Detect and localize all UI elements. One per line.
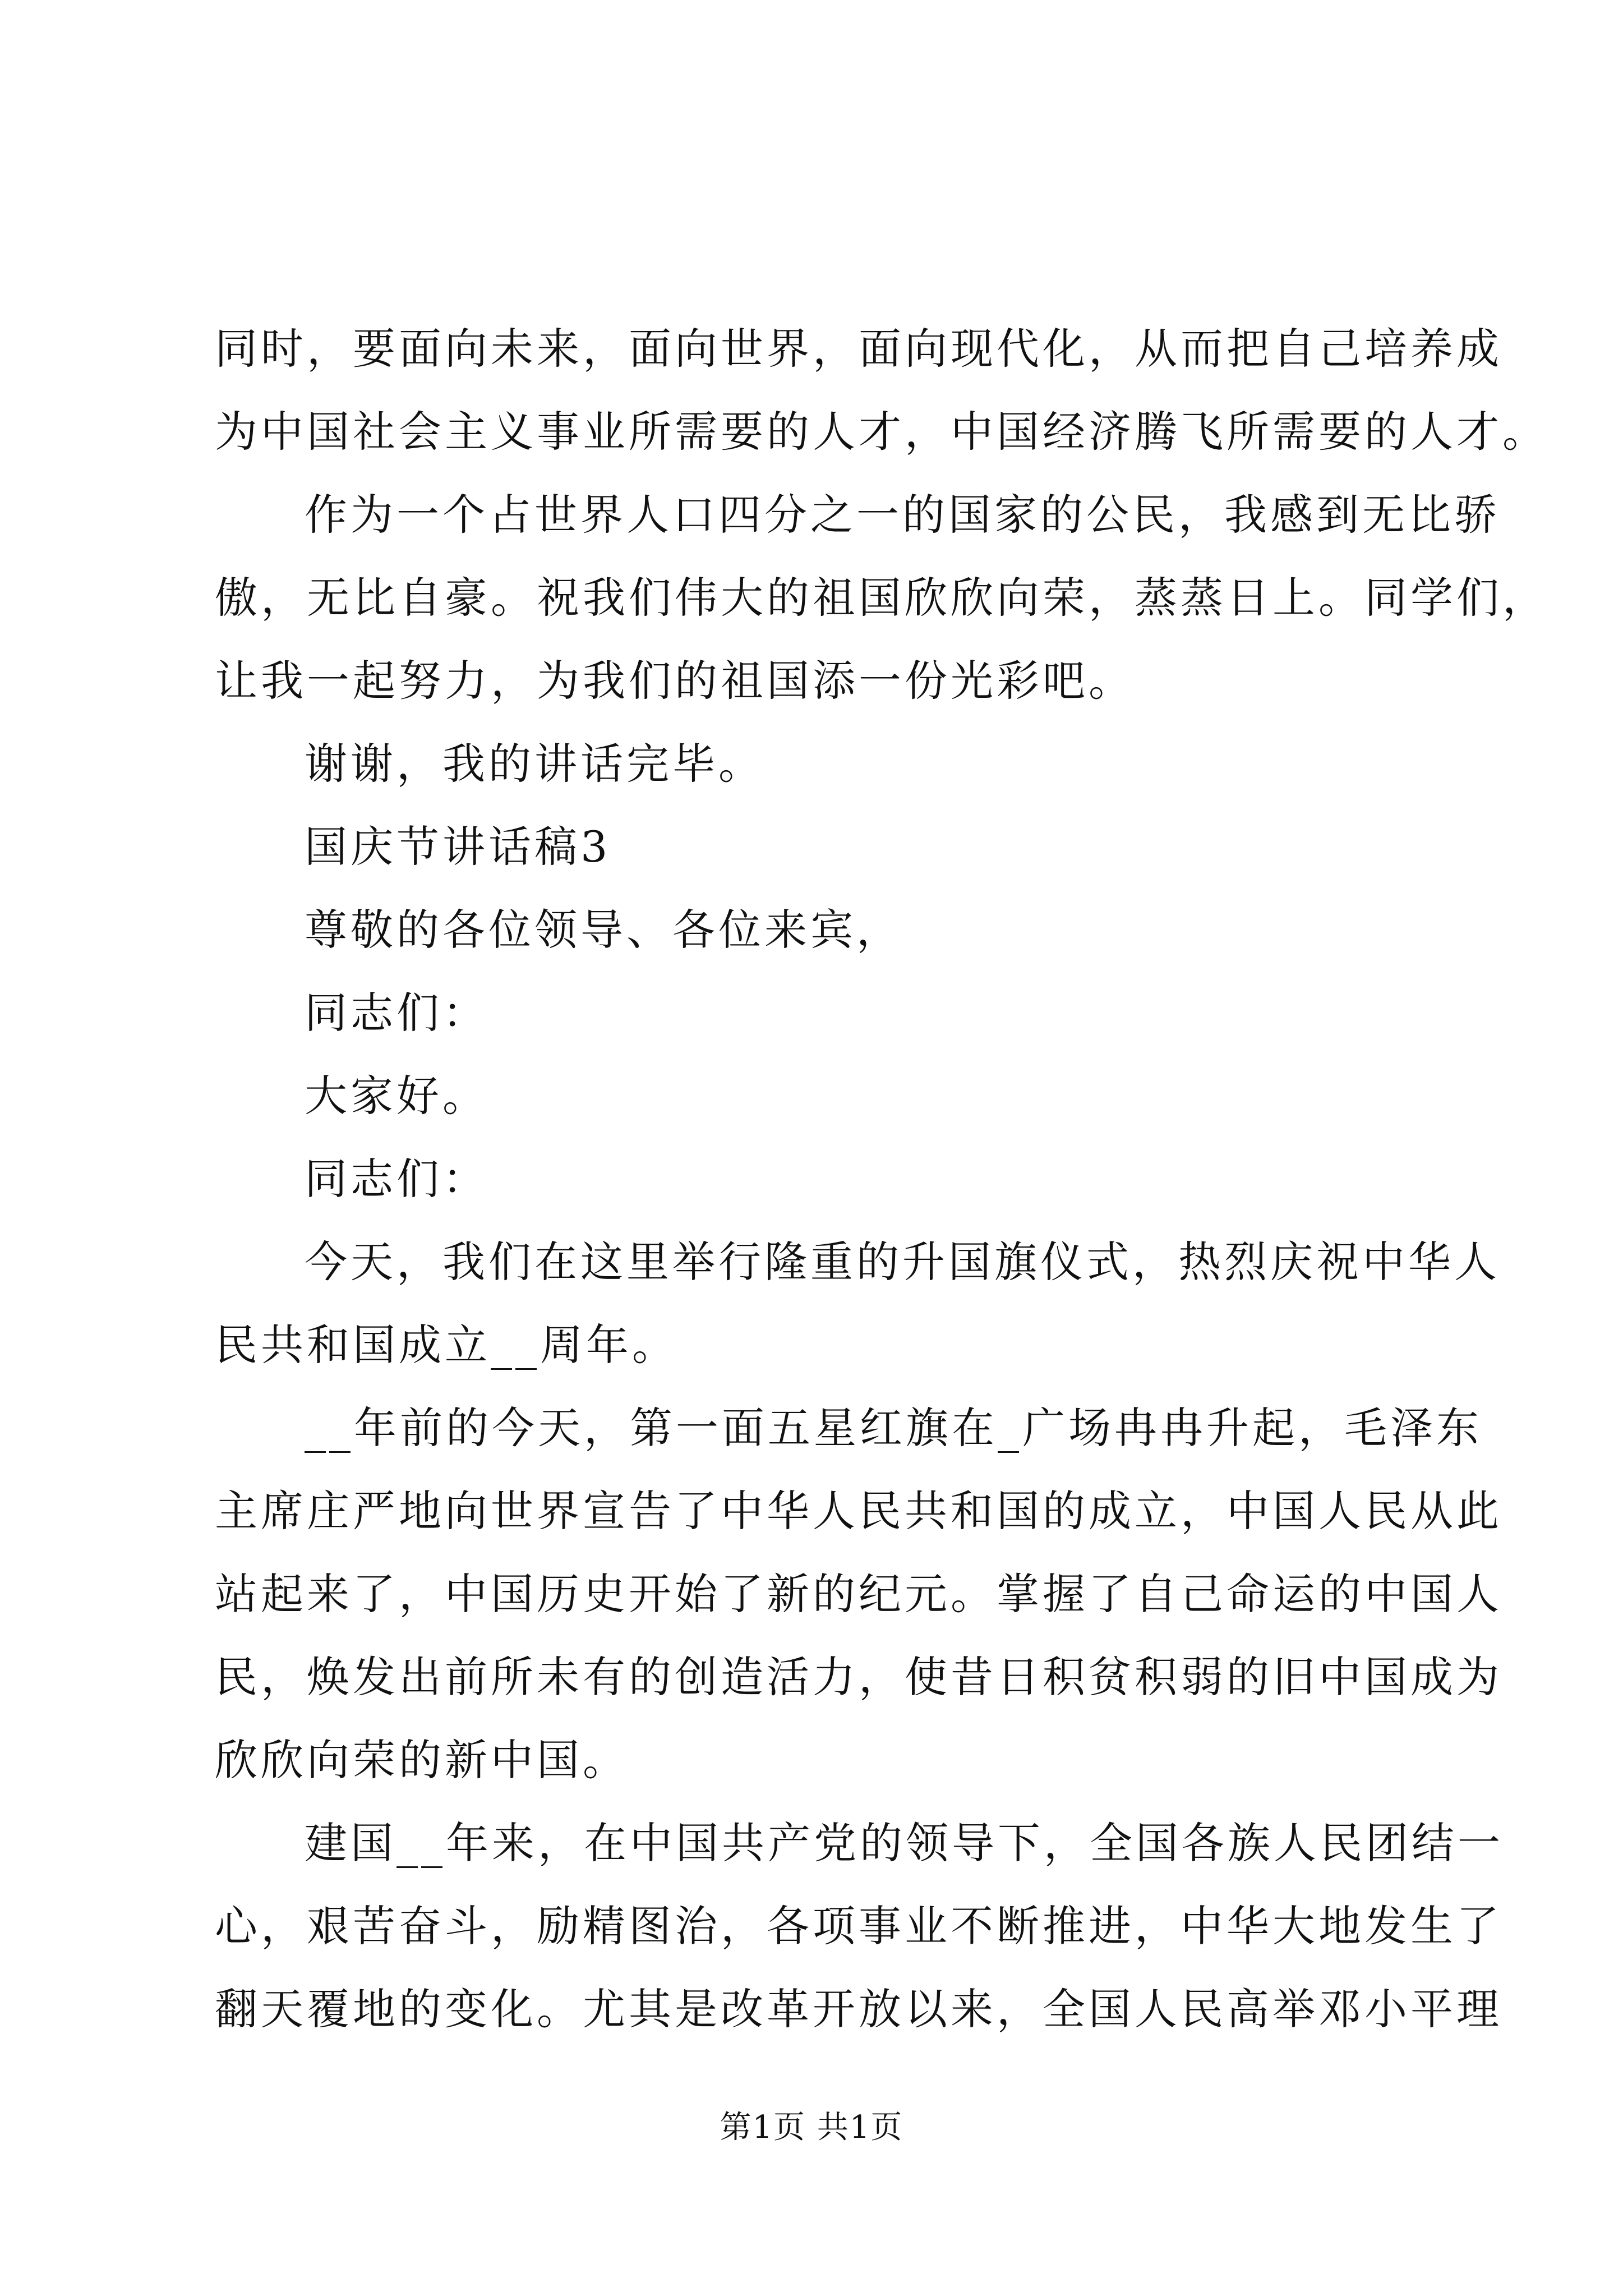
text-line: 同时，要面向未来，面向世界，面向现代化，从而把自己培养成 [215,324,1502,374]
text-line: 傲，无比自豪。祝我们伟大的祖国欣欣向荣，蒸蒸日上。同学们， [215,573,1548,623]
text-line: 民共和国成立__周年。 [215,1320,678,1370]
section-heading: 国庆节讲话稿3 [305,822,611,872]
page-footer: 第1页 共1页 [720,2109,903,2146]
salutation-line: 同志们： [305,988,488,1038]
text-line: 翻天覆地的变化。尤其是改革开放以来，全国人民高举邓小平理 [215,1984,1502,2034]
paragraph-start-line: 作为一个占世界人口四分之一的国家的公民，我感到无比骄 [305,490,1500,540]
document-body [215,307,1548,2051]
text-line: 民，焕发出前所未有的创造活力，使昔日积贫积弱的旧中国成为 [215,1652,1502,1702]
text-line: 为中国社会主义事业所需要的人才，中国经济腾飞所需要的人才。 [215,407,1548,457]
closing-remark: 谢谢，我的讲话完毕。 [305,739,764,789]
salutation-line: 尊敬的各位领导、各位来宾， [305,905,902,955]
text-line: 心，艰苦奋斗，励精图治，各项事业不断推进，中华大地发生了 [215,1901,1502,1951]
paragraph-start-line: __年前的今天，第一面五星红旗在_广场冉冉升起，毛泽东 [305,1403,1482,1453]
text-line: 欣欣向荣的新中国。 [215,1735,629,1785]
greeting-line: 大家好。 [305,1071,488,1121]
text-line: 站起来了，中国历史开始了新的纪元。掌握了自己命运的中国人 [215,1569,1502,1619]
salutation-line: 同志们： [305,1154,488,1204]
text-line: 让我一起努力，为我们的祖国添一份光彩吧。 [215,656,1135,706]
paragraph-start-line: 今天，我们在这里举行隆重的升国旗仪式，热烈庆祝中华人 [305,1237,1500,1287]
paragraph-start-line: 建国__年来，在中国共产党的领导下，全国各族人民团结一 [305,1818,1504,1868]
text-line: 主席庄严地向世界宣告了中华人民共和国的成立，中国人民从此 [215,1486,1502,1536]
